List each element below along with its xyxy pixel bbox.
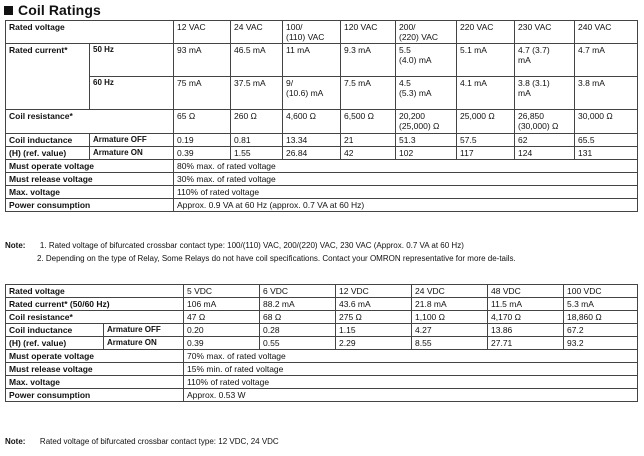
value-cell: 1,100 Ω	[412, 311, 488, 324]
value-cell: 9.3 mA	[341, 44, 396, 77]
spec-row	[6, 350, 638, 363]
note-text: Rated voltage of bifurcated crossbar contact type: 12 VDC, 24 VDC	[39, 437, 279, 446]
value-cell: 65.5	[575, 134, 638, 147]
value-cell: 43.6 mA	[336, 298, 412, 311]
row-label: Rated current* (50/60 Hz)	[6, 298, 184, 311]
value-cell: 13.34	[283, 134, 341, 147]
row-label: Coil inductance	[6, 324, 104, 337]
value-cell: 6,500 Ω	[341, 110, 396, 134]
armature-on-row	[6, 337, 638, 350]
row-label: Coil resistance*	[6, 311, 184, 324]
dc-note	[5, 437, 639, 447]
value-cell: 0.20	[184, 324, 260, 337]
note-text: Rated voltage of bifurcated crossbar contact type: 100/(110) VAC, 200/(220) VAC, 230 VAC (Approx. 0.7 VA at 60 Hz)	[48, 241, 464, 250]
value-cell: 26,850 (30,000) Ω	[515, 110, 575, 134]
value-cell: 20,200 (25,000) Ω	[396, 110, 457, 134]
row-label: Max. voltage	[6, 376, 184, 389]
sub-label: 60 Hz	[90, 77, 174, 110]
value-cell: 4,600 Ω	[283, 110, 341, 134]
value-cell: 21	[341, 134, 396, 147]
value-cell: 8.55	[412, 337, 488, 350]
value-cell: 0.39	[174, 147, 231, 160]
value-cell: 11.5 mA	[488, 298, 564, 311]
coil-resistance-row	[6, 110, 638, 134]
column-header: 230 VAC	[515, 21, 575, 44]
row-label: Must release voltage	[6, 363, 184, 376]
value-cell: 260 Ω	[231, 110, 283, 134]
value-cell: 275 Ω	[336, 311, 412, 324]
column-header: 100 VDC	[564, 285, 638, 298]
value-cell: 0.55	[260, 337, 336, 350]
spec-row	[6, 160, 638, 173]
sub-label: Armature ON	[90, 147, 174, 160]
value-cell: 110% of rated voltage	[174, 186, 638, 199]
armature-off-row	[6, 134, 638, 147]
column-header: 24 VDC	[412, 285, 488, 298]
note-text: Depending on the type of Relay, Some Relays do not have coil specifications. Contact your OMRON representative for more de-tails.	[45, 254, 516, 263]
header-row	[6, 285, 638, 298]
row-label: Rated current*	[6, 44, 90, 110]
section-title	[4, 2, 101, 18]
value-cell: 131	[575, 147, 638, 160]
armature-off-row	[6, 324, 638, 337]
value-cell: 4.27	[412, 324, 488, 337]
value-cell: 5.5 (4.0) mA	[396, 44, 457, 77]
value-cell: 67.2	[564, 324, 638, 337]
value-cell: 0.81	[231, 134, 283, 147]
value-cell: 57.5	[457, 134, 515, 147]
row-label: Rated voltage	[6, 21, 174, 44]
value-cell: 9/ (10.6) mA	[283, 77, 341, 110]
value-cell: 124	[515, 147, 575, 160]
value-cell: 13.86	[488, 324, 564, 337]
column-header: 5 VDC	[184, 285, 260, 298]
note-label: Note:	[5, 437, 26, 446]
armature-on-row	[6, 147, 638, 160]
row-label: Must operate voltage	[6, 160, 174, 173]
note-number: 1.	[39, 241, 47, 250]
value-cell: Approx. 0.53 W	[184, 389, 638, 402]
value-cell: 4.7 mA	[575, 44, 638, 77]
value-cell: 117	[457, 147, 515, 160]
value-cell: 68 Ω	[260, 311, 336, 324]
column-header: 48 VDC	[488, 285, 564, 298]
coil-resistance-row	[6, 311, 638, 324]
column-header: 240 VAC	[575, 21, 638, 44]
value-cell: 70% max. of rated voltage	[184, 350, 638, 363]
value-cell: 0.28	[260, 324, 336, 337]
value-cell: 110% of rated voltage	[184, 376, 638, 389]
rated-current-60-row	[6, 77, 638, 110]
column-header: 6 VDC	[260, 285, 336, 298]
row-label: Rated voltage	[6, 285, 184, 298]
spec-row	[6, 199, 638, 212]
sub-label: Armature OFF	[104, 324, 184, 337]
value-cell: 106 mA	[184, 298, 260, 311]
value-cell: 93.2	[564, 337, 638, 350]
value-cell: 15% min. of rated voltage	[184, 363, 638, 376]
value-cell: 62	[515, 134, 575, 147]
row-label: (H) (ref. value)	[6, 147, 90, 160]
value-cell: 7.5 mA	[341, 77, 396, 110]
sub-label: Armature OFF	[90, 134, 174, 147]
header-row	[6, 21, 638, 44]
spec-row	[6, 186, 638, 199]
column-header: 12 VAC	[174, 21, 231, 44]
value-cell: 0.19	[174, 134, 231, 147]
value-cell: 51.3	[396, 134, 457, 147]
value-cell: 1.15	[336, 324, 412, 337]
sub-label: Armature ON	[104, 337, 184, 350]
spec-row	[6, 363, 638, 376]
value-cell: 4,170 Ω	[488, 311, 564, 324]
value-cell: 37.5 mA	[231, 77, 283, 110]
value-cell: 42	[341, 147, 396, 160]
column-header: 200/ (220) VAC	[396, 21, 457, 44]
section-title-text: Coil Ratings	[18, 2, 101, 18]
value-cell: 27.71	[488, 337, 564, 350]
value-cell: 30% max. of rated voltage	[174, 173, 638, 186]
column-header: 100/ (110) VAC	[283, 21, 341, 44]
note-number: 2.	[37, 254, 44, 263]
value-cell: 88.2 mA	[260, 298, 336, 311]
value-cell: 3.8 (3.1) mA	[515, 77, 575, 110]
row-label: (H) (ref. value)	[6, 337, 104, 350]
value-cell: 1.55	[231, 147, 283, 160]
value-cell: 3.8 mA	[575, 77, 638, 110]
value-cell: 5.1 mA	[457, 44, 515, 77]
column-header: 24 VAC	[231, 21, 283, 44]
rated-current-row	[6, 298, 638, 311]
value-cell: 18,860 Ω	[564, 311, 638, 324]
value-cell: 5.3 mA	[564, 298, 638, 311]
rated-current-50-row	[6, 44, 638, 77]
spec-row	[6, 389, 638, 402]
value-cell: 30,000 Ω	[575, 110, 638, 134]
ac-note-2	[37, 254, 637, 264]
row-label: Coil resistance*	[6, 110, 174, 134]
value-cell: 4.7 (3.7) mA	[515, 44, 575, 77]
value-cell: 65 Ω	[174, 110, 231, 134]
value-cell: 26.84	[283, 147, 341, 160]
note-label: Note:	[5, 241, 26, 250]
value-cell: 80% max. of rated voltage	[174, 160, 638, 173]
value-cell: 47 Ω	[184, 311, 260, 324]
value-cell: 21.8 mA	[412, 298, 488, 311]
dc-coil-ratings-table	[5, 284, 638, 402]
value-cell: 2.29	[336, 337, 412, 350]
ac-coil-ratings-table	[5, 20, 638, 212]
value-cell: 102	[396, 147, 457, 160]
value-cell: 75 mA	[174, 77, 231, 110]
column-header: 12 VDC	[336, 285, 412, 298]
value-cell: 25,000 Ω	[457, 110, 515, 134]
value-cell: 0.39	[184, 337, 260, 350]
row-label: Must release voltage	[6, 173, 174, 186]
value-cell: 4.5 (5.3) mA	[396, 77, 457, 110]
value-cell: Approx. 0.9 VA at 60 Hz (approx. 0.7 VA at 60 Hz)	[174, 199, 638, 212]
spec-row	[6, 173, 638, 186]
sub-label: 50 Hz	[90, 44, 174, 77]
row-label: Power consumption	[6, 199, 174, 212]
value-cell: 11 mA	[283, 44, 341, 77]
row-label: Coil inductance	[6, 134, 90, 147]
row-label: Must operate voltage	[6, 350, 184, 363]
row-label: Power consumption	[6, 389, 184, 402]
value-cell: 4.1 mA	[457, 77, 515, 110]
row-label: Max. voltage	[6, 186, 174, 199]
square-bullet-icon	[4, 6, 13, 15]
column-header: 220 VAC	[457, 21, 515, 44]
spec-row	[6, 376, 638, 389]
value-cell: 93 mA	[174, 44, 231, 77]
column-header: 120 VAC	[341, 21, 396, 44]
ac-note-1	[5, 241, 639, 251]
value-cell: 46.5 mA	[231, 44, 283, 77]
